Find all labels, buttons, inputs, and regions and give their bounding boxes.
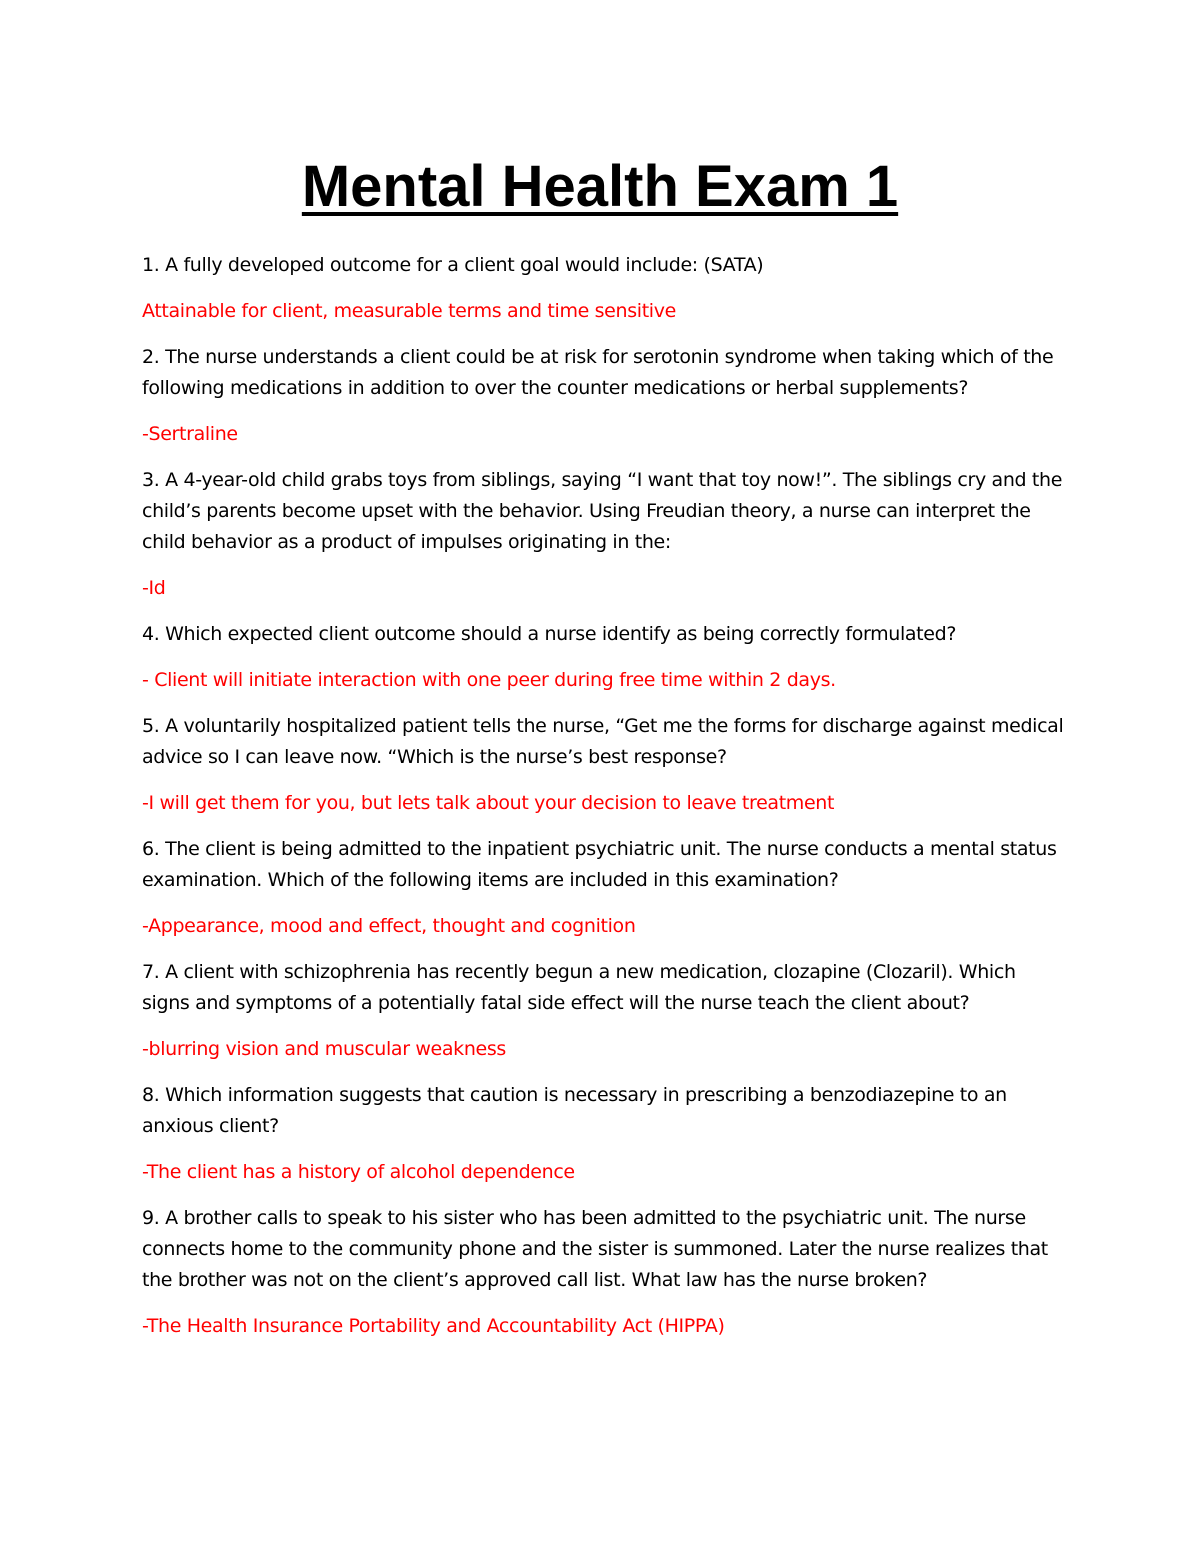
- question-4: 4. Which expected client outcome should a nurse identify as being correctly formulated?: [142, 623, 957, 645]
- answer-7: -blurring vision and muscular weakness: [142, 1038, 506, 1060]
- answer-3: -Id: [142, 577, 166, 599]
- question-9: 9. A brother calls to speak to his sister who has been admitted to the psychiatric unit. The nurse connects home to the community phone and the sister is summoned. Later the nurse realizes that the brother was not on the client’s approved call list. What law has the nurse broken?: [142, 1207, 1048, 1291]
- answer-8: -The client has a history of alcohol dependence: [142, 1161, 575, 1183]
- answer-1: Attainable for client, measurable terms and time sensitive: [142, 300, 676, 322]
- question-2: 2. The nurse understands a client could be at risk for serotonin syndrome when taking which of the following medications in addition to over the counter medications or herbal supplements?: [142, 346, 1054, 399]
- answer-6: -Appearance, mood and effect, thought and cognition: [142, 915, 636, 937]
- question-8: 8. Which information suggests that caution is necessary in prescribing a benzodiazepine to an anxious client?: [142, 1084, 1007, 1137]
- answer-4: - Client will initiate interaction with one peer during free time within 2 days.: [142, 669, 836, 691]
- answer-2: -Sertraline: [142, 423, 238, 445]
- question-list: [142, 250, 1067, 1357]
- question-3: 3. A 4-year-old child grabs toys from siblings, saying “I want that toy now!”. The siblings cry and the child’s parents become upset with the behavior. Using Freudian theory, a nurse can interpret the child behavior as a product of impulses originating in the:: [142, 469, 1063, 553]
- question-1: 1. A fully developed outcome for a client goal would include: (SATA): [142, 254, 764, 276]
- answer-9: -The Health Insurance Portability and Accountability Act (HIPPA): [142, 1315, 725, 1337]
- question-7: 7. A client with schizophrenia has recently begun a new medication, clozapine (Clozaril). Which signs and symptoms of a potentially fatal side effect will the nurse teach the client about?: [142, 961, 1016, 1014]
- question-6: 6. The client is being admitted to the inpatient psychiatric unit. The nurse conducts a mental status examination. Which of the following items are included in this examination?: [142, 838, 1057, 891]
- question-5: 5. A voluntarily hospitalized patient tells the nurse, “Get me the forms for discharge against medical advice so I can leave now. “Which is the nurse’s best response?: [142, 715, 1064, 768]
- document-title: Mental Health Exam 1: [301, 154, 899, 219]
- answer-5: -I will get them for you, but lets talk about your decision to leave treatment: [142, 792, 835, 814]
